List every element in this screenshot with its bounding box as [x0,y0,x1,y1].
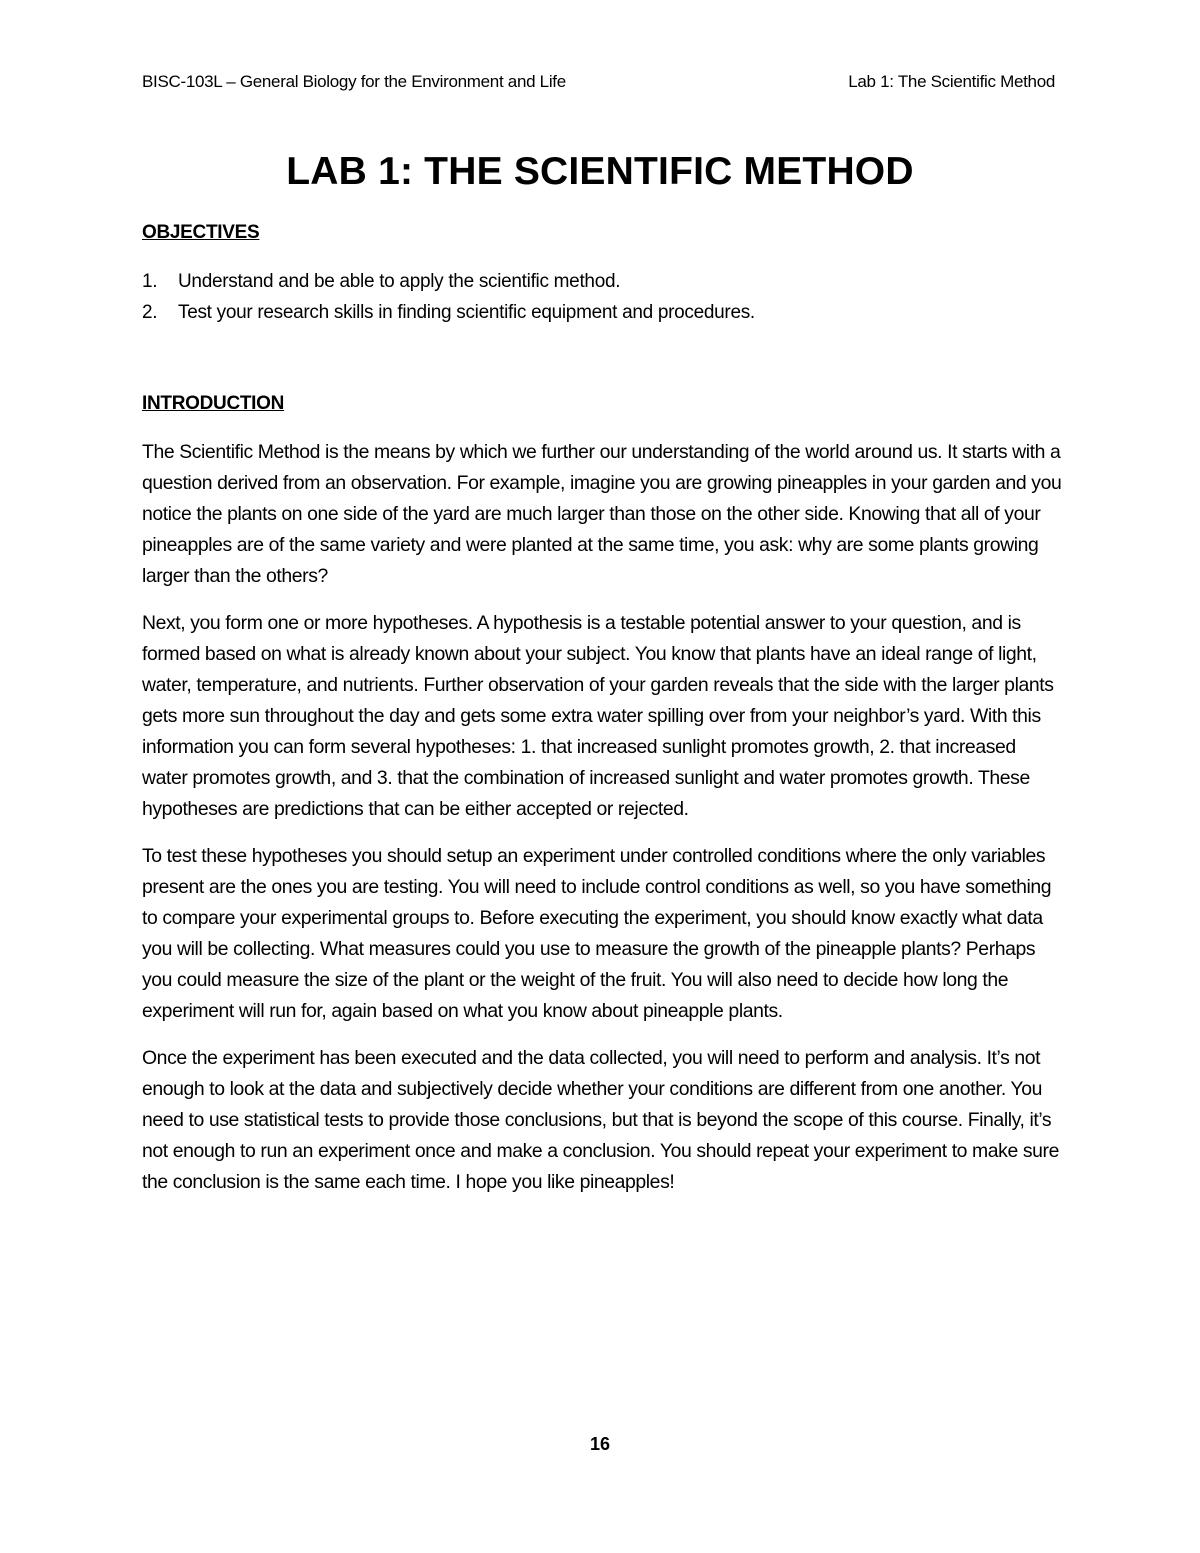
objective-item [142,297,1062,328]
intro-paragraph: Next, you form one or more hypotheses. A hypothesis is a testable potential answer to your question, and is formed based on what is already known about your subject. You know that plants have an ideal range of light, water, temperature, and nutrients. Further observation of your garden reveals that the side with the larger plants gets more sun throughout the day and gets some extra water spilling over from your neighbor’s yard. With this information you can form several hypotheses: 1. that increased sunlight promotes growth, 2. that increased water promotes growth, and 3. that the combination of increased sunlight and water promotes growth. These hypotheses are predictions that can be either accepted or rejected. [142,612,1054,820]
header-course-title: BISC-103L – General Biology for the Environment and Life [142,72,566,91]
introduction-heading: INTRODUCTION [142,393,285,414]
objective-number: 2. [142,302,158,323]
objective-number: 1. [142,271,158,292]
objective-text: Test your research skills in finding scientific equipment and procedures. [178,302,755,323]
intro-paragraph: The Scientific Method is the means by which we further our understanding of the world around us. It starts with a question derived from an observation. For example, imagine you are growing pineapples in your garden and you notice the plants on one side of the yard are much larger than those on the other side. Knowing that all of your pineapples are of the same variety and were planted at the same time, you ask: why are some plants growing larger than the others? [142,441,1062,587]
header-lab-title: Lab 1: The Scientific Method [848,72,1055,91]
objective-text: Understand and be able to apply the scientific method. [178,271,621,292]
intro-paragraph: Once the experiment has been executed and the data collected, you will need to perform and analysis. It’s not enough to look at the data and subjectively decide whether your conditions are different from one another. You need to use statistical tests to provide those conclusions, but that is beyond the scope of this course. Finally, it’s not enough to run an experiment once and make a conclusion. You should repeat your experiment to make sure the conclusion is the same each time. I hope you like pineapples! [142,1047,1059,1193]
page-title: LAB 1: THE SCIENTIFIC METHOD [286,150,914,193]
objectives-list [142,266,1062,328]
intro-paragraph: To test these hypotheses you should setup an experiment under controlled conditions where the only variables present are the ones you are testing. You will need to include control conditions as well, so you have something to compare your experimental groups to. Before executing the experiment, you should know exactly what data you will be collecting. What measures could you use to measure the growth of the pineapple plants? Perhaps you could measure the size of the plant or the weight of the fruit. You will also need to decide how long the experiment will run for, again based on what you know about pineapple plants. [142,845,1052,1022]
objectives-heading: OBJECTIVES [142,222,260,243]
page-number: 16 [589,1434,611,1454]
introduction-body [142,437,1064,1214]
objective-item [142,266,1062,297]
